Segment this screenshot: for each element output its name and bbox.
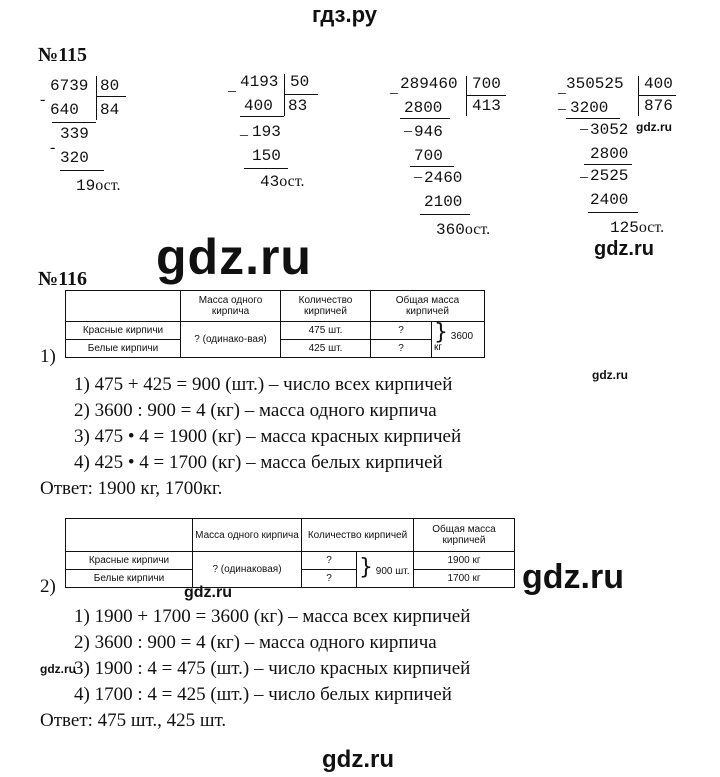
- subtract-3: 2400: [590, 191, 629, 209]
- step: 1) 475 + 425 = 900 (шт.) – число всех кирпичей: [74, 374, 453, 395]
- remainder-step-2: 2525: [590, 167, 629, 185]
- row-label: Красные кирпичи: [66, 322, 181, 340]
- site-header: гдз.ру: [312, 2, 377, 27]
- divisor: 700: [472, 75, 501, 93]
- watermark-small: gdz.ru: [636, 120, 672, 134]
- problem-116-number: №116: [38, 268, 87, 290]
- watermark-large: gdz.ru: [156, 229, 312, 285]
- row-label: Белые кирпичи: [66, 340, 181, 358]
- remainder-step-2: 2460: [424, 169, 463, 187]
- subtract-2: 150: [252, 147, 281, 165]
- remainder: 19ост.: [76, 177, 121, 195]
- remainder-step-1: 193: [252, 123, 281, 141]
- quotient: 84: [100, 101, 120, 119]
- mass-one-cell: ? (одинаковая): [193, 552, 302, 588]
- dividend: 6739: [50, 77, 89, 95]
- remainder: 43ост.: [260, 173, 305, 191]
- subtract-1: 400: [244, 97, 273, 115]
- divisor: 80: [100, 77, 120, 95]
- step: 2) 3600 : 900 = 4 (кг) – масса одного кирпича: [74, 632, 437, 653]
- step: 1) 1900 + 1700 = 3600 (кг) – масса всех кирпичей: [74, 606, 471, 627]
- dividend: 4193: [240, 73, 279, 91]
- watermark-medium: gdz.ru: [594, 238, 654, 260]
- divisor: 400: [644, 75, 673, 93]
- subtract-2: 320: [60, 149, 89, 167]
- watermark-footer: gdz.ru: [322, 746, 394, 773]
- row-label: Белые кирпичи: [66, 570, 193, 588]
- step: 3) 475 • 4 = 1900 (кг) – масса красных кирпичей: [74, 426, 462, 447]
- brace-cell: } 900 шт.: [357, 552, 414, 588]
- dividend: 289460: [400, 75, 458, 93]
- row-label: Красные кирпичи: [66, 552, 193, 570]
- watermark-large: gdz.ru: [522, 558, 624, 596]
- table-part-1: Масса одного кирпича Количество кирпичей Общая масса кирпичей Красные кирпичи ? (одинако-вая) 475 шт. ? } 3600 кг Белые кирпичи 425 шт. ?: [65, 290, 485, 358]
- subtract-3: 2100: [424, 193, 463, 211]
- table-part-2: Масса одного кирпича Количество кирпичей Общая масса кирпичей Красные кирпичи ? (одинаковая) ? } 900 шт. 1900 кг Белые кирпичи ? 1700 кг: [65, 518, 515, 588]
- dividend: 350525: [566, 75, 624, 93]
- quotient: 413: [472, 97, 501, 115]
- watermark-small: gdz.ru: [40, 662, 76, 676]
- mass-one-cell: ? (одинако-вая): [181, 322, 281, 358]
- watermark-small: gdz.ru: [592, 368, 628, 382]
- step: 2) 3600 : 900 = 4 (кг) – масса одного кирпича: [74, 400, 437, 421]
- answer: Ответ: 475 шт., 425 шт.: [40, 710, 227, 731]
- answer: Ответ: 1900 кг, 1700кг.: [40, 478, 223, 499]
- part-1-label: 1): [40, 346, 56, 367]
- subtract-2: 700: [414, 147, 443, 165]
- remainder-step-1: 946: [414, 123, 443, 141]
- remainder-step-1: 339: [60, 125, 89, 143]
- subtract-2: 2800: [590, 145, 629, 163]
- brace-cell: } 3600 кг: [432, 322, 485, 358]
- step: 4) 1700 : 4 = 425 (шт.) – число белых кирпичей: [74, 684, 452, 705]
- remainder: 360ост.: [436, 221, 491, 239]
- subtract-1: 3200: [570, 99, 609, 117]
- quotient: 876: [644, 97, 673, 115]
- quotient: 83: [288, 97, 308, 115]
- subtract-1: 640: [50, 101, 79, 119]
- problem-115-number: №115: [38, 44, 87, 66]
- subtract-1: 2800: [404, 99, 443, 117]
- step: 4) 425 • 4 = 1700 (кг) – масса белых кирпичей: [74, 452, 443, 473]
- remainder: 125ост.: [610, 219, 665, 237]
- step: 3) 1900 : 4 = 475 (шт.) – число красных кирпичей: [74, 658, 471, 679]
- divisor: 50: [290, 73, 310, 91]
- remainder-step-1: 3052: [590, 121, 629, 139]
- part-2-label: 2): [40, 576, 56, 597]
- watermark-small: gdz.ru: [184, 584, 232, 601]
